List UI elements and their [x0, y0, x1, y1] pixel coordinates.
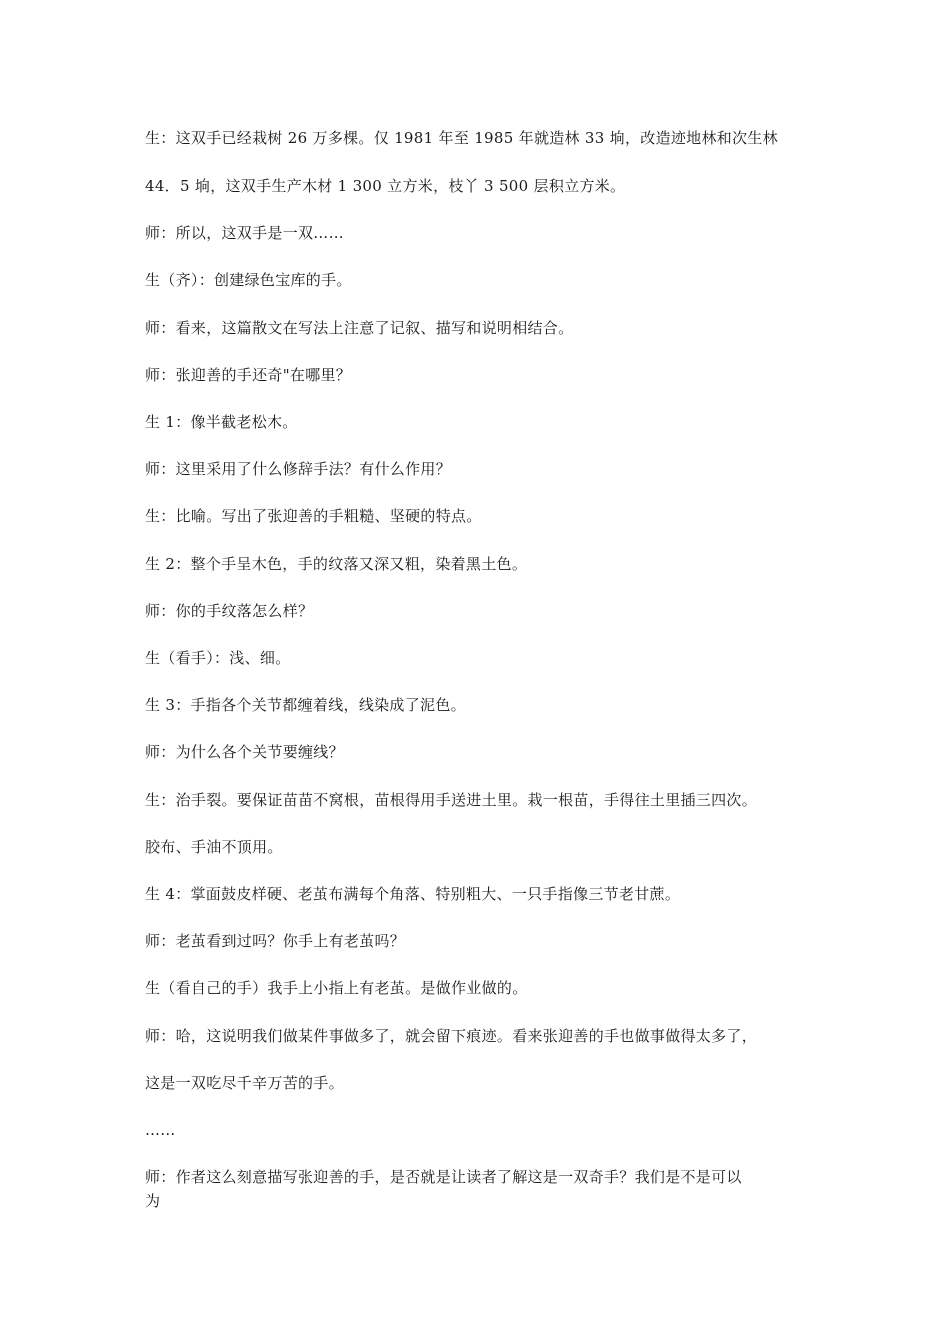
- text-line: 师：这里采用了什么修辞手法？有什么作用？: [145, 460, 452, 478]
- text-line: 师：你的手纹落怎么样？: [145, 602, 314, 620]
- text-line: 师：作者这么刻意描写张迎善的手，是否就是让读者了解这是一双奇手？我们是不是可以: [145, 1168, 742, 1186]
- text-line: 生：治手裂。要保证苗苗不窝根，苗根得用手送进土里。栽一根苗，手得往土里插三四次。: [145, 791, 758, 809]
- text-line: 师：看来，这篇散文在写法上注意了记叙、描写和说明相结合。: [145, 319, 574, 337]
- text-line: 这是一双吃尽千辛万苦的手。: [145, 1074, 344, 1092]
- text-line: 师：为什么各个关节要缠线？: [145, 743, 344, 761]
- text-line: 生 2：整个手呈木色，手的纹落又深又粗，染着黑土色。: [145, 555, 528, 573]
- text-line: 生 4：掌面鼓皮样硬、老茧布满每个角落、特别粗大、一只手指像三节老甘蔗。: [145, 885, 681, 903]
- text-line: 生：比喻。写出了张迎善的手粗糙、坚硬的特点。: [145, 507, 482, 525]
- text-line: 生 3：手指各个关节都缠着线，线染成了泥色。: [145, 696, 466, 714]
- text-line: 44．5 垧，这双手生产木材 1 300 立方米，枝丫 3 500 层积立方米。: [145, 177, 626, 195]
- text-line: 生（齐）：创建绿色宝库的手。: [145, 271, 352, 289]
- text-line: 师：哈，这说明我们做某件事做多了，就会留下痕迹。看来张迎善的手也做事做得太多了，: [145, 1027, 758, 1045]
- text-line: 师：所以，这双手是一双……: [145, 224, 344, 242]
- text-line: 生 1：像半截老松木。: [145, 413, 298, 431]
- text-line: 生（看手）：浅、细。: [145, 649, 291, 667]
- text-line: 师：老茧看到过吗？你手上有老茧吗？: [145, 932, 406, 950]
- text-line: 师：张迎善的手还奇"在哪里？: [145, 366, 352, 384]
- text-line: ……: [145, 1121, 176, 1139]
- text-line: 生（看自己的手）我手上小指上有老茧。是做作业做的。: [145, 979, 528, 997]
- text-line: 胶布、手油不顶用。: [145, 838, 283, 856]
- text-line: 生：这双手已经栽树 26 万多棵。仅 1981 年至 1985 年就造林 33 垧，改造迹地林和次生林: [145, 129, 778, 147]
- text-line: 为: [145, 1192, 161, 1210]
